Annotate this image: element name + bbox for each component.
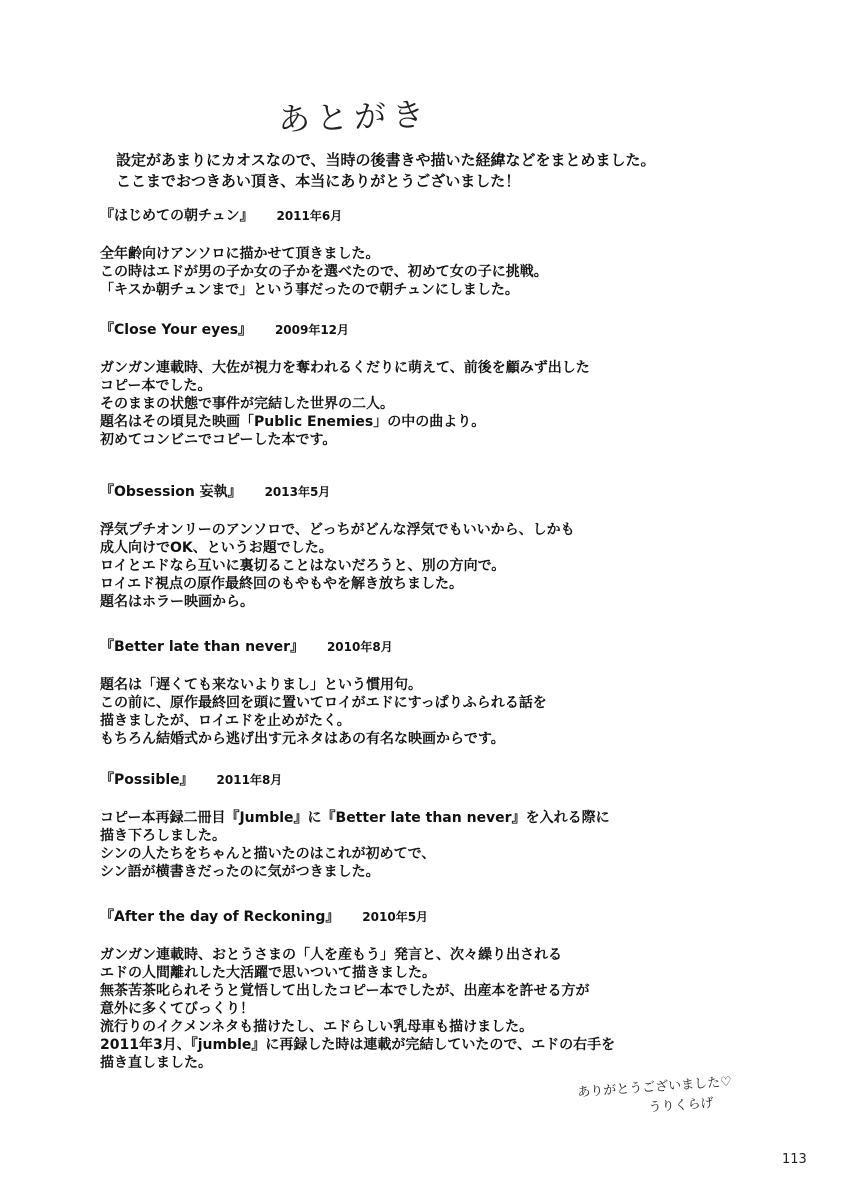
- body-line: 流行りのイクメンネタも描けたし、エドらしい乳母車も描けました。: [100, 1019, 534, 1035]
- signature-thanks: ありがとうございました♡: [576, 1074, 733, 1101]
- body-line: 成人向けでOK、というお題でした。: [100, 540, 333, 556]
- section-body: [100, 946, 720, 1072]
- intro-line: 設定があまりにカオスなので、当時の後書きや描いた経緯などをまとめました。: [116, 151, 656, 169]
- section-body: [100, 245, 720, 299]
- body-line: 題名は「遅くても来ないよりまし」という慣用句。: [100, 677, 422, 693]
- body-line: シンの人たちをちゃんと描いたのはこれが初めてで、: [100, 846, 436, 862]
- section-title: 『Close Your eyes』: [100, 322, 253, 338]
- body-line: 全年齢向けアンソロに描かせて頂きました。: [100, 246, 380, 262]
- body-line: この時はエドが男の子か女の子かを選べたので、初めて女の子に挑戦。: [100, 264, 548, 280]
- body-line: 意外に多くてびっくり！: [100, 1001, 254, 1017]
- body-line: この前に、原作最終回を頭に置いてロイがエドにすっぱりふられる話を: [100, 695, 547, 711]
- page-title: あとがき: [277, 95, 431, 139]
- section-date: 2009年12月: [274, 323, 350, 337]
- body-line: ガンガン連載時、大佐が視力を奪われるくだりに萌えて、前後を顧みず出した: [100, 360, 590, 376]
- section-better-late: [100, 637, 720, 748]
- section-title: 『Better late than never』: [100, 639, 305, 655]
- body-line: 描き下ろしました。: [100, 828, 226, 844]
- section-heading: [100, 907, 720, 927]
- body-line: 描き直しました。: [100, 1055, 212, 1071]
- handwritten-signature: [577, 1073, 734, 1124]
- section-title: 『Possible』: [100, 772, 194, 788]
- section-body: [100, 521, 720, 611]
- section-body: [100, 359, 720, 449]
- body-line: コピー本でした。: [100, 378, 212, 394]
- body-line: 2011年3月、『jumble』に再録した時は連載が完結していたので、エドの右手を: [100, 1037, 616, 1053]
- section-date: 2010年5月: [362, 910, 429, 924]
- body-line: 初めてコンビニでコピーした本です。: [100, 432, 337, 448]
- section-possible: [100, 770, 720, 881]
- section-title: 『Obsession 妄執』: [100, 484, 242, 500]
- intro-line: ここまでおつきあい頂き、本当にありがとうございました！: [116, 172, 521, 190]
- body-line: 無茶苦茶叱られそうと覚悟して出したコピー本でしたが、出産本を許せる方が: [100, 983, 590, 999]
- section-after-the-day: [100, 907, 720, 1072]
- section-body: [100, 809, 720, 881]
- body-line: 題名はホラー映画から。: [100, 594, 254, 610]
- section-hajimete: [100, 206, 720, 299]
- body-line: ロイとエドなら互いに裏切ることはないだろうと、別の方向で。: [100, 558, 506, 574]
- section-close-your-eyes: [100, 320, 720, 449]
- section-title: 『はじめての朝チュン』: [100, 208, 254, 224]
- body-line: 浮気プチオンリーのアンソロで、どっちがどんな浮気でもいいから、しかも: [100, 522, 575, 538]
- body-line: コピー本再録二冊目『Jumble』に『Better late than never』を入れる際に: [100, 810, 610, 826]
- section-heading: [100, 637, 720, 657]
- intro-text: [116, 150, 656, 192]
- section-date: 2010年8月: [326, 640, 393, 654]
- body-line: 「キスか朝チュンまで」という事だったので朝チュンにしました。: [100, 282, 519, 298]
- body-line: そのままの状態で事件が完結した世界の二人。: [100, 396, 394, 412]
- body-line: もちろん結婚式から逃げ出す元ネタはあの有名な映画からです。: [100, 731, 505, 747]
- body-line: ロイエド視点の原作最終回のもやもやを解き放ちました。: [100, 576, 464, 592]
- section-heading: [100, 770, 720, 790]
- page-number: 113: [782, 1152, 807, 1167]
- body-line: エドの人間離れした大活躍で思いついて描きました。: [100, 965, 436, 981]
- section-title: 『After the day of Reckoning』: [100, 909, 340, 925]
- body-line: ガンガン連載時、おとうさまの「人を産もう」発言と、次々繰り出される: [100, 947, 562, 963]
- section-body: [100, 676, 720, 748]
- section-heading: [100, 320, 720, 340]
- section-obsession: [100, 482, 720, 611]
- signature-author: うりくらげ: [648, 1095, 715, 1116]
- body-line: シン語が横書きだったのに気がつきました。: [100, 864, 380, 880]
- section-date: 2013年5月: [264, 485, 331, 499]
- section-heading: [100, 482, 720, 502]
- body-line: 題名はその頃見た映画「Public Enemies」の中の曲より。: [100, 414, 486, 430]
- body-line: 描きましたが、ロイエドを止めがたく。: [100, 713, 351, 729]
- section-date: 2011年6月: [276, 209, 343, 223]
- section-heading: [100, 206, 720, 226]
- section-date: 2011年8月: [216, 773, 283, 787]
